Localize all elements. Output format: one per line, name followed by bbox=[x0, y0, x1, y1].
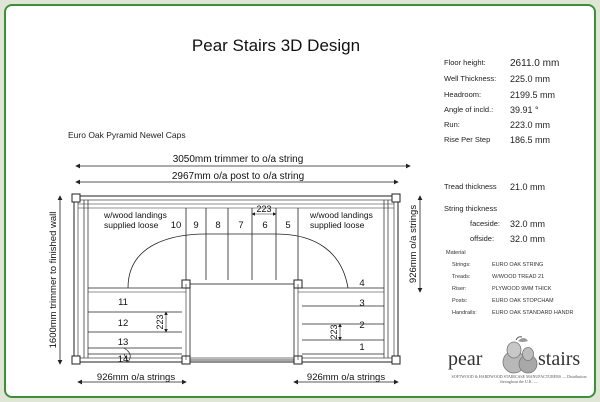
run-dim-top: 223 bbox=[256, 204, 272, 214]
spec-value: 225.0 mm bbox=[510, 74, 551, 84]
left-flight bbox=[88, 312, 182, 354]
spec-value: 2199.5 mm bbox=[510, 90, 556, 100]
stair-plan-drawing bbox=[6, 142, 426, 398]
pear-stairs-logo bbox=[444, 336, 594, 398]
logo-word-pear: pear bbox=[448, 348, 483, 370]
spec-label: Floor height: bbox=[444, 58, 486, 67]
run-dim-left: 223 bbox=[155, 314, 165, 330]
newel-caps-caption: Euro Oak Pyramid Newel Caps bbox=[68, 130, 186, 140]
dim-post-label: 2967mm o/a post to o/a string bbox=[171, 171, 305, 182]
spec-label: Rise Per Step bbox=[444, 135, 491, 144]
material-value: PLYWOOD 9MM THICK bbox=[492, 286, 552, 292]
string-thickness-label: String thickness bbox=[444, 204, 497, 213]
offside-label: offside: bbox=[470, 234, 495, 243]
faceside-value: 32.0 mm bbox=[510, 219, 546, 229]
logo-word-stairs: stairs bbox=[538, 348, 581, 370]
spec-value: 186.5 mm bbox=[510, 135, 551, 145]
spec-value: 39.91 ° bbox=[510, 105, 539, 115]
step-number: 11 bbox=[118, 297, 128, 308]
step-number: 4 bbox=[359, 278, 365, 289]
left-side-dim-label: 1600mm trimmer to finished wall bbox=[48, 211, 59, 349]
material-value: EURO OAK STRING bbox=[492, 262, 544, 268]
spec-label: Angle of incld.: bbox=[444, 105, 494, 114]
tread-thickness-value: 21.0 mm bbox=[510, 182, 546, 192]
step-number: 1 bbox=[359, 342, 365, 353]
step-number: 7 bbox=[238, 220, 244, 231]
offside-value: 32.0 mm bbox=[510, 234, 546, 244]
step-number: 9 bbox=[193, 220, 199, 231]
landing-left-line2: supplied loose bbox=[104, 220, 159, 230]
curved-string-line bbox=[128, 234, 348, 288]
material-value: W/WOOD TREAD 21 bbox=[492, 274, 545, 280]
step-number: 10 bbox=[170, 220, 182, 231]
spec-label: Headroom: bbox=[444, 90, 482, 99]
step-number: 8 bbox=[215, 220, 221, 231]
right-flight bbox=[302, 306, 384, 354]
page-title: Pear Stairs 3D Design bbox=[191, 36, 361, 55]
material-label: Riser: bbox=[452, 286, 467, 292]
step-number: 5 bbox=[285, 220, 291, 231]
newel-post bbox=[72, 356, 80, 364]
stair-well bbox=[190, 284, 294, 360]
material-label: Handrails: bbox=[452, 310, 477, 316]
step-number: 6 bbox=[262, 220, 268, 231]
spec-label: Well Thickness: bbox=[444, 74, 497, 83]
bottom-left-dim-label: 926mm o/a strings bbox=[96, 372, 176, 383]
landing-right-line2: supplied loose bbox=[310, 220, 365, 230]
spec-value: 2611.0 mm bbox=[510, 58, 560, 69]
material-label: Posts: bbox=[452, 298, 468, 304]
newel-post bbox=[392, 356, 400, 364]
material-label: Treads: bbox=[452, 274, 471, 280]
faceside-label: faceside: bbox=[470, 219, 501, 228]
tread-thickness-label: Tread thickness bbox=[444, 182, 497, 191]
top-flight bbox=[186, 208, 298, 280]
step-number: 13 bbox=[117, 337, 129, 348]
newel-post bbox=[392, 194, 400, 202]
material-heading-text: Material bbox=[446, 250, 466, 256]
material-value: EURO OAK STANDARD HANDR bbox=[492, 310, 574, 316]
material-value: EURO OAK STOPCHAM bbox=[492, 298, 554, 304]
landing-left-line1: w/wood landings bbox=[104, 210, 167, 220]
image-frame bbox=[4, 4, 596, 398]
spec-label: Run: bbox=[444, 120, 460, 129]
run-dim-right: 223 bbox=[329, 324, 339, 340]
step-number: 14 bbox=[117, 354, 129, 365]
dim-trimmer-label: 3050mm trimmer to o/a string bbox=[172, 154, 304, 165]
step-number: 12 bbox=[117, 318, 129, 329]
step-number: 2 bbox=[359, 320, 365, 331]
step-number: 3 bbox=[359, 298, 365, 309]
material-label: Strings: bbox=[452, 262, 471, 268]
landing-right-line1: w/wood landings bbox=[310, 210, 373, 220]
logo-tagline: SOFTWOOD & HARDWOOD STAIRCASE MANUFACTURERS — Distribution throughout the U.K. — bbox=[451, 374, 587, 384]
bottom-right-dim-label: 926mm o/a strings bbox=[306, 372, 386, 383]
right-side-dim-label: 926mm o/a strings bbox=[408, 204, 419, 284]
spec-value: 223.0 mm bbox=[510, 120, 551, 130]
newel-post bbox=[72, 194, 80, 202]
